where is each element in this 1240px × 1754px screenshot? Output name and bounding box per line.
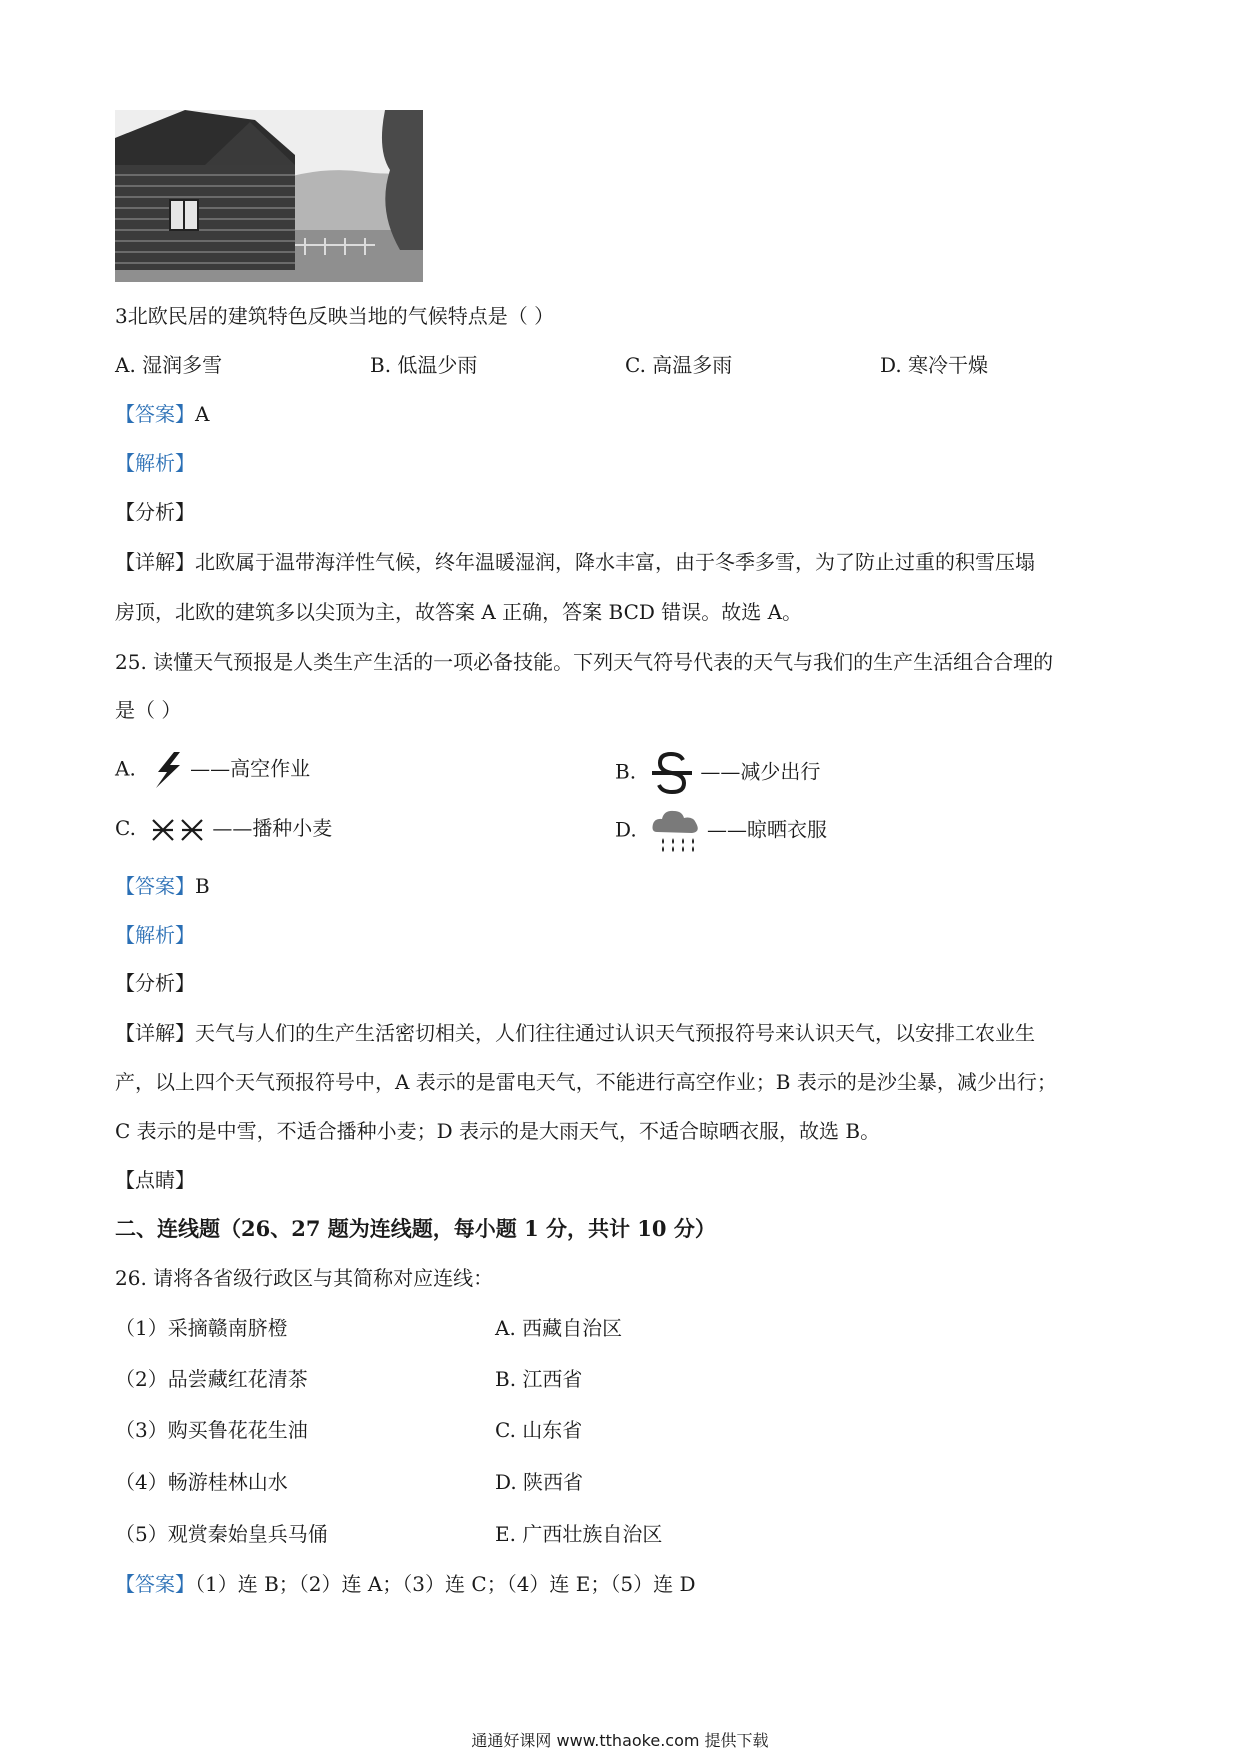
answer-value: B: [195, 874, 210, 898]
q25-stem-1: 25. 读懂天气预报是人类生产生活的一项必备技能。下列天气符号代表的天气与我们的生产生活组合合理的: [115, 650, 1054, 674]
q24-stem: 3北欧民居的建筑特色反映当地的气候特点是（ ）: [115, 304, 555, 328]
option-letter: B.: [615, 759, 637, 784]
q26-left-3: （3）购买鲁花花生油: [115, 1418, 308, 1442]
q24-analysis-tag: 【解析】: [115, 451, 195, 475]
q25-detail-3: C 表示的是中雪，不适合播种小麦；D 表示的是大雨天气，不适合晾晒衣服，故选 B。: [115, 1119, 881, 1143]
q26-left-2: （2）品尝藏红花清茶: [115, 1367, 308, 1391]
q26-right-e: E. 广西壮族自治区: [495, 1522, 663, 1546]
q26-right-b: B. 江西省: [495, 1367, 583, 1391]
q25-detail-1: [115, 1019, 1035, 1047]
q24-detail-1: [115, 548, 1035, 576]
detail-tag: 【详解】: [115, 1021, 195, 1045]
q24-answer: [115, 400, 209, 428]
q26-stem: 26. 请将各省级行政区与其简称对应连线：: [115, 1266, 494, 1290]
answer-value: （1）连 B；（2）连 A；（3）连 C；（4）连 E；（5）连 D: [195, 1572, 696, 1596]
q25-option-c: [115, 814, 332, 843]
q24-option-d: D. 寒冷干燥: [880, 353, 989, 377]
detail-text: 天气与人们的生产生活密切相关，人们往往通过认识天气预报符号来认识天气，以安排工农业生: [195, 1021, 1035, 1045]
q25-detail-2: 产，以上四个天气预报符号中，A 表示的是雷电天气，不能进行高空作业；B 表示的是沙尘暴，减少出行；: [115, 1070, 1057, 1094]
section-heading: 二、连线题（26、27 题为连线题，每小题 1 分，共计 10 分）: [115, 1216, 716, 1241]
q26-right-a: A. 西藏自治区: [495, 1316, 623, 1340]
q25-option-b: [615, 752, 820, 794]
detail-text: 北欧属于温带海洋性气候，终年温暖湿润，降水丰富，由于冬季多雪，为了防止过重的积雪压塌: [195, 550, 1035, 574]
option-text: ——减少出行: [700, 759, 821, 784]
q25-analysis-tag: 【解析】: [115, 923, 195, 947]
page-footer: 通通好课网 www.tthaoke.com 提供下载: [471, 1731, 769, 1750]
detail-tag: 【详解】: [115, 550, 195, 574]
q25-answer: [115, 872, 210, 900]
option-letter: C.: [115, 816, 136, 840]
q25-dianjing: 【点睛】: [115, 1168, 195, 1192]
q25-stem-2: 是（ ）: [115, 698, 182, 722]
q25-option-a: [115, 752, 310, 788]
q26-left-1: （1）采摘赣南脐橙: [115, 1316, 288, 1340]
heavy-rain-icon: [651, 808, 701, 854]
q26-left-5: （5）观赏秦始皇兵马俑: [115, 1522, 328, 1546]
q26-left-4: （4）畅游桂林山水: [115, 1470, 288, 1494]
q26-right-c: C. 山东省: [495, 1418, 583, 1442]
q24-option-a: A. 湿润多雪: [115, 353, 223, 377]
answer-tag: 【答案】: [115, 874, 195, 898]
q24-detail-2: 房顶，北欧的建筑多以尖顶为主，故答案 A 正确，答案 BCD 错误。故选 A。: [115, 600, 803, 624]
lightning-icon: [150, 752, 184, 788]
q25-fenxi: 【分析】: [115, 971, 195, 995]
q26-right-d: D. 陕西省: [495, 1470, 584, 1494]
q26-answer: [115, 1570, 696, 1598]
q24-fenxi: 【分析】: [115, 500, 195, 524]
sandstorm-icon: [650, 752, 694, 794]
q25-option-d: [615, 808, 827, 854]
option-text: ——晾晒衣服: [707, 817, 828, 842]
option-text: ——高空作业: [190, 756, 311, 781]
answer-value: A: [195, 402, 210, 426]
nordic-house-photo: [115, 110, 423, 282]
moderate-snow-icon: [150, 817, 206, 843]
q24-option-b: B. 低温少雨: [370, 353, 478, 377]
answer-tag: 【答案】: [115, 1572, 195, 1596]
option-letter: A.: [115, 756, 136, 781]
option-text: ——播种小麦: [212, 816, 333, 840]
option-letter: D.: [615, 817, 637, 842]
q24-option-c: C. 高温多雨: [625, 353, 733, 377]
answer-tag: 【答案】: [115, 402, 195, 426]
